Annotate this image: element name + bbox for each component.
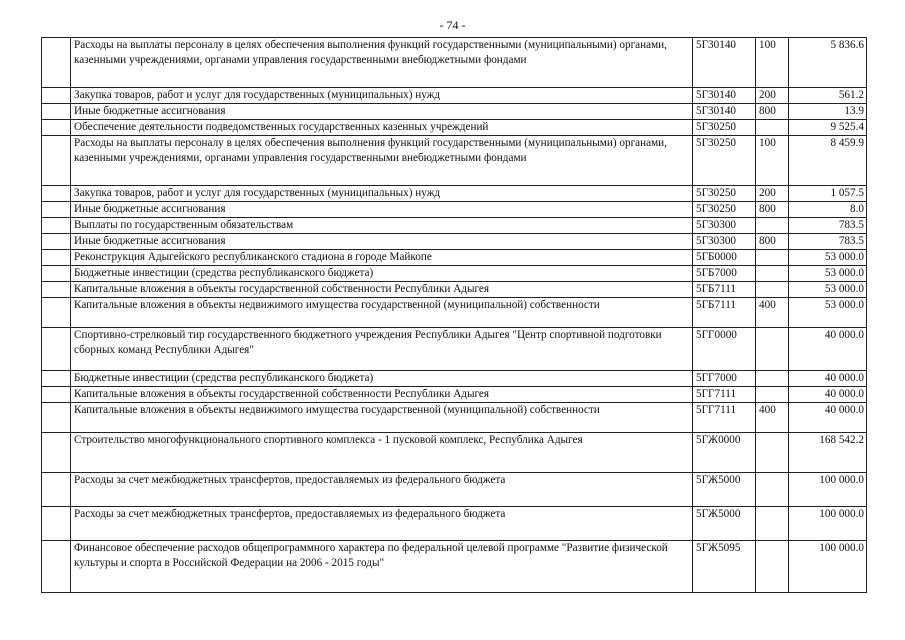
table-row — [42, 250, 867, 266]
row-name-cell: Строительство многофункционального спортивного комплекса - 1 пусковой комплекс, Республика Адыгея — [71, 433, 693, 473]
table-row — [42, 473, 867, 507]
row-blank-cell — [42, 38, 71, 88]
row-amount-cell: 5 836.6 — [789, 38, 867, 88]
row-code-cell: 5ГГ0000 — [693, 328, 756, 371]
row-kind-cell — [756, 328, 789, 371]
row-code-cell: 5Г30140 — [693, 38, 756, 88]
row-amount-cell: 8 459.9 — [789, 136, 867, 186]
row-name-cell: Капитальные вложения в объекты недвижимого имущества государственной (муниципальной) собственности — [71, 403, 693, 433]
row-kind-cell — [756, 218, 789, 234]
row-code-cell: 5ГБ7111 — [693, 282, 756, 298]
row-amount-cell: 40 000.0 — [789, 371, 867, 387]
table-row — [42, 507, 867, 541]
row-amount-cell: 100 000.0 — [789, 473, 867, 507]
row-amount-cell: 100 000.0 — [789, 507, 867, 541]
row-name-cell: Иные бюджетные ассигнования — [71, 104, 693, 120]
row-name-cell: Финансовое обеспечение расходов общепрограммного характера по федеральной целевой программе "Развитие физической культуры и спорта в Российской Федерации на 2006 - 2015 годы" — [71, 541, 693, 593]
table-row — [42, 186, 867, 202]
row-amount-cell: 40 000.0 — [789, 387, 867, 403]
row-amount-cell: 8.0 — [789, 202, 867, 218]
row-code-cell: 5ГГ7111 — [693, 387, 756, 403]
row-name-cell: Выплаты по государственным обязательствам — [71, 218, 693, 234]
page-number: - 74 - — [439, 18, 466, 32]
table-row — [42, 104, 867, 120]
row-name-cell: Бюджетные инвестиции (средства республиканского бюджета) — [71, 371, 693, 387]
row-name-cell: Капитальные вложения в объекты недвижимого имущества государственной (муниципальной) собственности — [71, 298, 693, 328]
row-blank-cell — [42, 298, 71, 328]
row-amount-cell: 40 000.0 — [789, 328, 867, 371]
table-row — [42, 136, 867, 186]
row-code-cell: 5Г30140 — [693, 88, 756, 104]
row-code-cell: 5ГГ7000 — [693, 371, 756, 387]
row-blank-cell — [42, 104, 71, 120]
row-kind-cell: 100 — [756, 136, 789, 186]
table-row — [42, 282, 867, 298]
row-kind-cell — [756, 371, 789, 387]
row-kind-cell: 200 — [756, 186, 789, 202]
row-blank-cell — [42, 186, 71, 202]
row-blank-cell — [42, 234, 71, 250]
row-blank-cell — [42, 541, 71, 593]
budget-table-body — [42, 38, 867, 593]
row-code-cell: 5ГГ7111 — [693, 403, 756, 433]
row-kind-cell: 200 — [756, 88, 789, 104]
row-name-cell: Иные бюджетные ассигнования — [71, 234, 693, 250]
row-name-cell: Иные бюджетные ассигнования — [71, 202, 693, 218]
row-blank-cell — [42, 266, 71, 282]
row-code-cell: 5Г30250 — [693, 202, 756, 218]
table-row — [42, 541, 867, 593]
row-amount-cell: 13.9 — [789, 104, 867, 120]
row-blank-cell — [42, 136, 71, 186]
row-kind-cell — [756, 507, 789, 541]
row-name-cell: Расходы за счет межбюджетных трансфертов, предоставляемых из федерального бюджета — [71, 473, 693, 507]
row-kind-cell: 800 — [756, 104, 789, 120]
row-name-cell: Капитальные вложения в объекты государственной собственности Республики Адыгея — [71, 282, 693, 298]
row-kind-cell — [756, 282, 789, 298]
row-blank-cell — [42, 473, 71, 507]
table-row — [42, 266, 867, 282]
table-row — [42, 218, 867, 234]
row-kind-cell — [756, 433, 789, 473]
row-blank-cell — [42, 433, 71, 473]
row-amount-cell: 53 000.0 — [789, 298, 867, 328]
row-kind-cell — [756, 250, 789, 266]
row-blank-cell — [42, 250, 71, 266]
row-blank-cell — [42, 202, 71, 218]
row-blank-cell — [42, 403, 71, 433]
row-name-cell: Реконструкция Адыгейского республиканского стадиона в городе Майкопе — [71, 250, 693, 266]
row-name-cell: Капитальные вложения в объекты государственной собственности Республики Адыгея — [71, 387, 693, 403]
row-kind-cell — [756, 473, 789, 507]
row-code-cell: 5Г30250 — [693, 120, 756, 136]
row-blank-cell — [42, 371, 71, 387]
budget-table — [41, 37, 867, 593]
row-blank-cell — [42, 507, 71, 541]
row-amount-cell: 9 525.4 — [789, 120, 867, 136]
row-amount-cell: 783.5 — [789, 234, 867, 250]
row-code-cell: 5ГБ7000 — [693, 266, 756, 282]
row-kind-cell: 800 — [756, 234, 789, 250]
table-row — [42, 433, 867, 473]
row-code-cell: 5ГЖ5000 — [693, 507, 756, 541]
row-blank-cell — [42, 328, 71, 371]
table-row — [42, 371, 867, 387]
row-amount-cell: 53 000.0 — [789, 266, 867, 282]
row-amount-cell: 53 000.0 — [789, 282, 867, 298]
table-row — [42, 234, 867, 250]
row-code-cell: 5Г30300 — [693, 218, 756, 234]
row-kind-cell: 400 — [756, 403, 789, 433]
row-blank-cell — [42, 218, 71, 234]
table-row — [42, 298, 867, 328]
row-code-cell: 5Г30250 — [693, 136, 756, 186]
row-name-cell: Закупка товаров, работ и услуг для государственных (муниципальных) нужд — [71, 186, 693, 202]
row-blank-cell — [42, 387, 71, 403]
row-kind-cell — [756, 541, 789, 593]
row-amount-cell: 1 057.5 — [789, 186, 867, 202]
row-blank-cell — [42, 282, 71, 298]
row-code-cell: 5Г30140 — [693, 104, 756, 120]
row-code-cell: 5ГБ7111 — [693, 298, 756, 328]
row-name-cell: Расходы на выплаты персоналу в целях обеспечения выполнения функций государственными (муниципальными) органами, казенными учреждениями, органами управления государственными внебюджетными фондами — [71, 38, 693, 88]
row-code-cell: 5ГЖ5000 — [693, 473, 756, 507]
row-kind-cell — [756, 266, 789, 282]
row-name-cell: Обеспечение деятельности подведомственных государственных казенных учреждений — [71, 120, 693, 136]
table-row — [42, 328, 867, 371]
row-kind-cell — [756, 387, 789, 403]
row-blank-cell — [42, 120, 71, 136]
row-amount-cell: 783.5 — [789, 218, 867, 234]
row-kind-cell: 400 — [756, 298, 789, 328]
row-amount-cell: 168 542.2 — [789, 433, 867, 473]
table-row — [42, 38, 867, 88]
row-amount-cell: 561.2 — [789, 88, 867, 104]
table-row — [42, 403, 867, 433]
row-amount-cell: 53 000.0 — [789, 250, 867, 266]
row-name-cell: Закупка товаров, работ и услуг для государственных (муниципальных) нужд — [71, 88, 693, 104]
table-row — [42, 202, 867, 218]
row-kind-cell: 100 — [756, 38, 789, 88]
row-code-cell: 5ГЖ5095 — [693, 541, 756, 593]
row-kind-cell: 800 — [756, 202, 789, 218]
row-name-cell: Расходы за счет межбюджетных трансфертов, предоставляемых из федерального бюджета — [71, 507, 693, 541]
row-amount-cell: 40 000.0 — [789, 403, 867, 433]
row-name-cell: Спортивно-стрелковый тир государственного бюджетного учреждения Республики Адыгея "Центр спортивной подготовки сборных команд Республики Адыгея" — [71, 328, 693, 371]
row-name-cell: Бюджетные инвестиции (средства республиканского бюджета) — [71, 266, 693, 282]
row-code-cell: 5Г30300 — [693, 234, 756, 250]
table-row — [42, 387, 867, 403]
row-code-cell: 5ГБ0000 — [693, 250, 756, 266]
table-row — [42, 120, 867, 136]
row-code-cell: 5ГЖ0000 — [693, 433, 756, 473]
row-blank-cell — [42, 88, 71, 104]
row-code-cell: 5Г30250 — [693, 186, 756, 202]
row-amount-cell: 100 000.0 — [789, 541, 867, 593]
row-kind-cell — [756, 120, 789, 136]
table-row — [42, 88, 867, 104]
row-name-cell: Расходы на выплаты персоналу в целях обеспечения выполнения функций государственными (муниципальными) органами, казенными учреждениями, органами управления государственными внебюджетными фондами — [71, 136, 693, 186]
